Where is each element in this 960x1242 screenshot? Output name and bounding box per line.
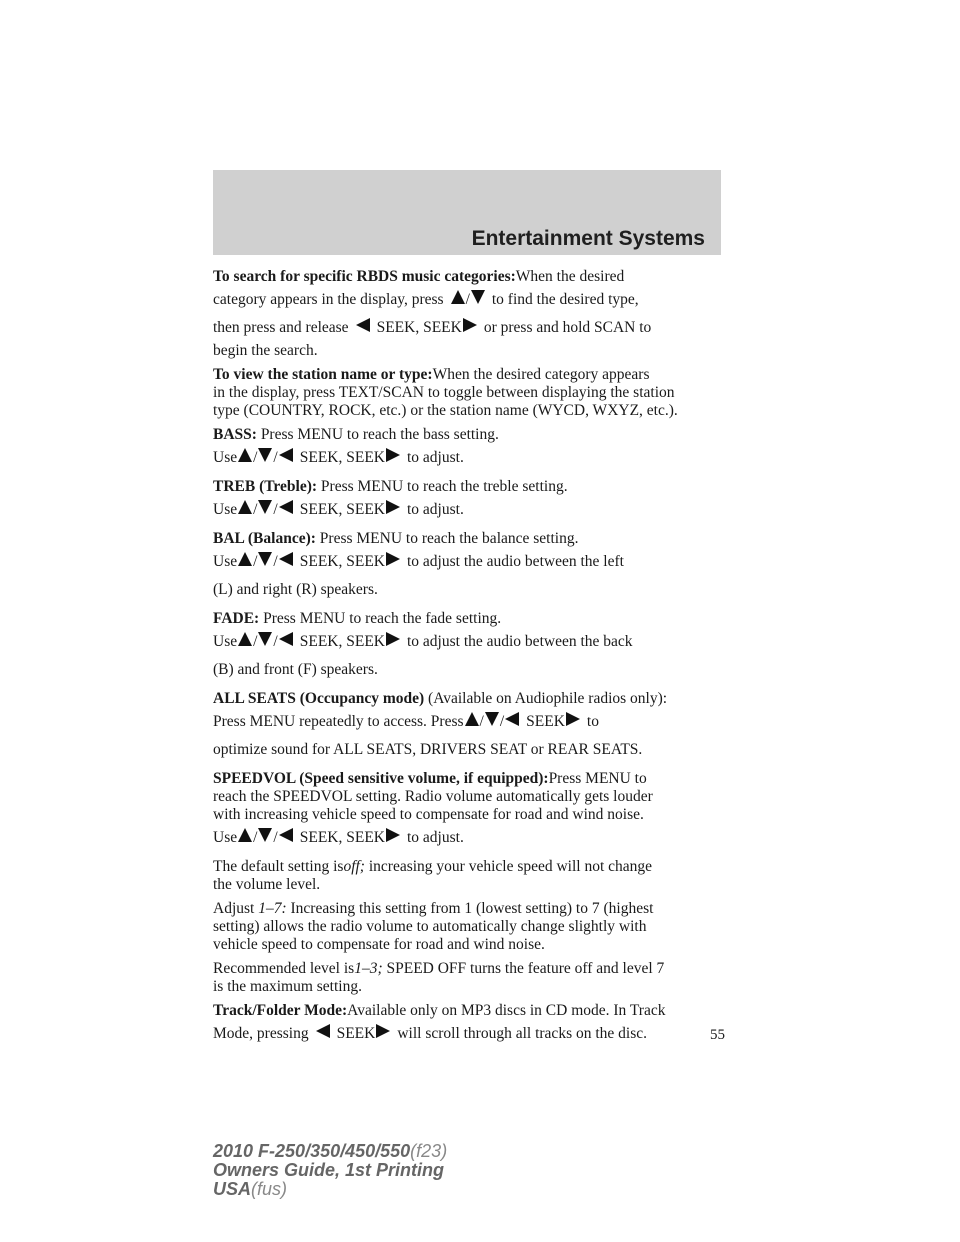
arrow-up-icon [450,289,466,305]
recommended-paragraph [213,960,725,996]
adjust-text: to adjust. [406,501,464,518]
rbds-text: When the desired [515,268,625,285]
default-text: increasing your vehicle speed will not change [368,858,653,875]
slash-text: / [253,449,258,466]
section-header-band [213,170,721,255]
slash-text: / [253,633,258,650]
slash-text: / [253,501,258,518]
speedvol-text: with increasing vehicle speed to compensate for road and wind noise. [213,806,644,823]
balance-heading: BAL (Balance): [213,530,316,547]
footer-code: (f23) [410,1141,448,1161]
arrow-right-icon [385,551,401,567]
station-text: type (COUNTRY, ROCK, etc.) or the station name (WYCD, WXYZ, etc.). [213,402,678,419]
arrow-left-icon [278,551,294,567]
recommended-value: 1–3; [354,960,383,977]
section-title: Entertainment Systems [471,227,705,250]
arrow-left-icon [278,447,294,463]
page-number: 55 [710,1027,725,1043]
footer-model: 2010 F-250/350/450/550 [213,1141,411,1161]
station-text: When the desired category appears [432,366,650,383]
arrow-left-icon [315,1023,331,1039]
use-text: Use [213,829,238,846]
arrow-up-icon [237,551,253,567]
balance-text: (L) and right (R) speakers. [213,581,378,598]
footer-code: (fus) [251,1179,288,1199]
default-text: The default setting is [213,858,344,875]
arrow-left-icon [278,631,294,647]
slash-text: / [273,501,278,518]
default-value: off; [343,858,365,875]
adjust-range-text: setting) allows the radio volume to automatically change slightly with [213,918,647,935]
slash-text: / [499,713,505,730]
rbds-heading: To search for specific RBDS music categories: [213,268,516,285]
use-text: Use [213,449,238,466]
adjust-text: to adjust. [406,829,464,846]
track-folder-heading: Track/Folder Mode: [213,1002,348,1019]
arrow-up-icon [237,827,253,843]
bass-paragraph [213,426,725,472]
station-paragraph [213,366,725,420]
default-setting-paragraph [213,858,725,894]
all-seats-heading: ALL SEATS (Occupancy mode) [213,690,425,707]
arrow-left-icon [355,317,371,333]
speedvol-text: reach the SPEEDVOL setting. Radio volume automatically gets louder [213,788,653,805]
seek-label: SEEK, SEEK [299,829,385,846]
adjust-text: to adjust. [406,449,464,466]
arrow-down-icon [257,447,273,463]
all-seats-text: Press MENU repeatedly to access. Press [213,713,464,730]
arrow-down-icon [257,827,273,843]
arrow-up-icon [464,711,480,727]
arrow-right-icon [375,1023,391,1039]
balance-text: Press MENU to reach the balance setting. [319,530,579,547]
rbds-text: begin the search. [213,342,318,359]
slash-text: / [479,713,484,730]
all-seats-paragraph [213,690,725,764]
footer-country: USA [213,1179,252,1199]
rbds-text: category appears in the display, press [213,291,444,308]
bass-heading: BASS: [213,426,257,443]
bass-text: Press MENU to reach the bass setting. [260,426,499,443]
adjust-range-text: vehicle speed to compensate for road and wind noise. [213,936,545,953]
seek-label: SEEK, SEEK [299,633,385,650]
arrow-down-icon [257,499,273,515]
slash-text: / [253,829,258,846]
arrow-down-icon [470,289,486,305]
speedvol-text: Press MENU to [548,770,647,787]
all-seats-text: optimize sound for ALL SEATS, DRIVERS SEAT or REAR SEATS. [213,741,643,758]
arrow-left-icon [278,827,294,843]
speedvol-paragraph [213,770,725,852]
station-heading: To view the station name or type: [213,366,433,383]
arrow-up-icon [237,447,253,463]
arrow-right-icon [385,631,401,647]
footer-imprint [213,1142,447,1199]
rbds-paragraph [213,268,725,360]
use-text: Use [213,553,238,570]
page-content [213,268,725,1054]
seek-label: SEEK, SEEK [299,449,385,466]
balance-text: to adjust the audio between the left [406,553,624,570]
seek-label: SEEK, SEEK [299,501,385,518]
rbds-text: or press and hold SCAN to [483,319,652,336]
fade-text: Press MENU to reach the fade setting. [263,610,502,627]
slash-text: / [273,553,278,570]
use-text: Use [213,501,238,518]
balance-paragraph [213,530,725,604]
fade-text: to adjust the audio between the back [406,633,633,650]
footer-guide: Owners Guide, 1st Printing [213,1160,445,1180]
recommended-text: is the maximum setting. [213,978,362,995]
slash-text: / [273,829,278,846]
adjust-range-text: Increasing this setting from 1 (lowest setting) to 7 (highest [290,900,654,917]
use-text: Use [213,633,238,650]
adjust-range-text: Adjust [213,900,255,917]
treble-text: Press MENU to reach the treble setting. [320,478,568,495]
arrow-right-icon [462,317,478,333]
fade-heading: FADE: [213,610,260,627]
slash-text: / [273,633,278,650]
arrow-right-icon [385,827,401,843]
arrow-left-icon [278,499,294,515]
adjust-range-paragraph [213,900,725,954]
seek-label: SEEK, SEEK [376,319,462,336]
track-folder-text: will scroll through all tracks on the disc. [397,1025,648,1042]
recommended-text: Recommended level is [213,960,355,977]
treble-heading: TREB (Treble): [213,478,318,495]
slash-text: / [253,553,258,570]
track-folder-paragraph [213,1002,725,1048]
arrow-up-icon [237,499,253,515]
arrow-left-icon [504,711,520,727]
seek-label: SEEK, SEEK [299,553,385,570]
arrow-up-icon [237,631,253,647]
seek-label: SEEK [526,713,565,730]
arrow-right-icon [385,447,401,463]
station-text: in the display, press TEXT/SCAN to toggle between displaying the station [213,384,675,401]
speedvol-heading: SPEEDVOL (Speed sensitive volume, if equipped): [213,770,549,787]
rbds-text: to find the desired type, [491,291,639,308]
rbds-text: then press and release [213,319,349,336]
slash-text: / [273,449,278,466]
arrow-right-icon [565,711,581,727]
seek-label: SEEK [336,1025,376,1042]
all-seats-text: (Available on Audiophile radios only): [428,690,668,707]
arrow-down-icon [484,711,500,727]
track-folder-text: Mode, pressing [213,1025,309,1042]
arrow-down-icon [257,631,273,647]
fade-text: (B) and front (F) speakers. [213,661,378,678]
slash-text: / [465,291,470,308]
fade-paragraph [213,610,725,684]
track-folder-text: Available only on MP3 discs in CD mode. In Track [347,1002,666,1019]
all-seats-text: to [586,713,599,730]
recommended-text: SPEED OFF turns the feature off and level 7 [386,960,665,977]
default-text: the volume level. [213,876,321,893]
adjust-range-value: 1–7: [258,900,287,917]
arrow-down-icon [257,551,273,567]
treble-paragraph [213,478,725,524]
arrow-right-icon [385,499,401,515]
